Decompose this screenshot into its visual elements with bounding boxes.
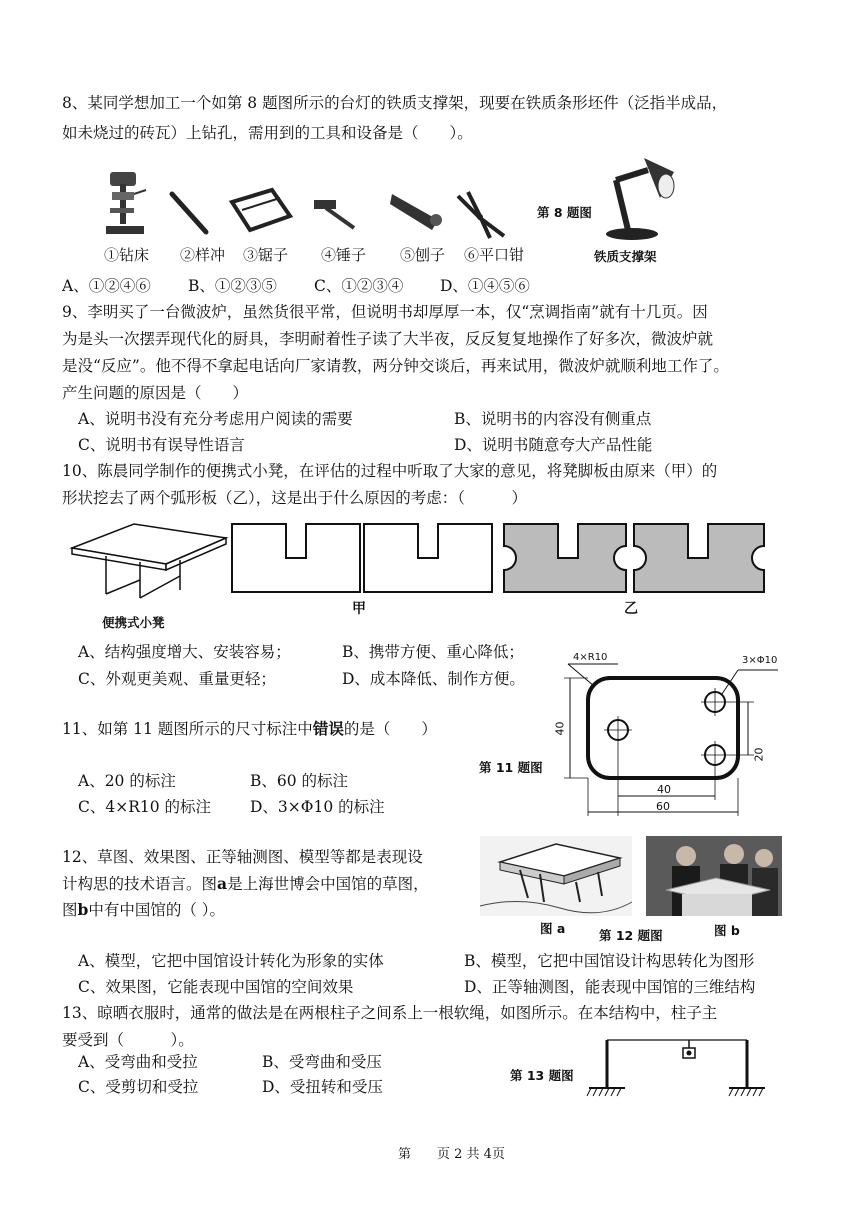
pliers-icon [452, 190, 508, 240]
q12-figure-caption: 第 12 题图 [599, 928, 663, 943]
tool-label-plane: ⑤刨子 [400, 246, 446, 264]
q9-option-c: C、说明书有误导性语言 [78, 436, 245, 454]
q13-option-c: C、受剪切和受拉 [78, 1078, 199, 1096]
q13-option-b: B、受弯曲和受压 [262, 1053, 382, 1071]
q8-stem-line1: 8、某同学想加工一个如第 8 题图所示的台灯的铁质支撑架，现要在铁质条形坯件（泛指半成品， [62, 94, 728, 112]
portable-stool-drawing [70, 520, 230, 600]
q11-option-a: A、20 的标注 [78, 772, 176, 790]
dim-width-40: 40 [657, 783, 671, 796]
q12-option-a: A、模型，它把中国馆设计转化为形象的实体 [78, 952, 384, 970]
board-yi-drawing [502, 522, 766, 594]
china-pavilion-model-photo [646, 836, 782, 916]
desk-lamp-icon [588, 150, 680, 242]
clothesline-diagram [585, 1036, 769, 1098]
page-footer: 第 页 2 共 4页 [398, 1147, 505, 1162]
q13-option-a: A、受弯曲和受拉 [78, 1053, 198, 1071]
q13-stem-line1: 13、晾晒衣服时，通常的做法是在两根柱子之间系上一根软绳，如图所示。在本结构中，柱子主 [62, 1004, 718, 1022]
q10-stem-line2: 形状挖去了两个弧形板（乙），这是出于什么原因的考虑：（ ） [62, 489, 528, 507]
punch-icon [168, 190, 210, 236]
china-pavilion-sketch [480, 836, 632, 916]
plane-icon [388, 186, 446, 234]
dim-vertical-20: 20 [752, 747, 766, 762]
q8-option-b: B、①②③⑤ [188, 277, 277, 295]
q11-option-d: D、3×Φ10 的标注 [250, 798, 385, 816]
q12-stem-line2: 计构思的技术语言。图a是上海世博会中国馆的草图， [62, 874, 429, 893]
q11-option-b: B、60 的标注 [250, 772, 349, 790]
tool-label-hammer: ④锤子 [321, 246, 367, 264]
tool-label-saw: ③锯子 [243, 246, 289, 264]
label-jia: 甲 [352, 601, 366, 617]
q12-option-d: D、正等轴测图，能表现中国馆的三维结构 [464, 978, 756, 996]
q11-stem: 11、如第 11 题图所示的尺寸标注中错误的是（ ） [62, 719, 437, 738]
q13-option-d: D、受扭转和受压 [262, 1078, 383, 1096]
lamp-caption: 铁质支撑架 [594, 249, 657, 264]
q8-option-a: A、①②④⑥ [62, 277, 151, 295]
q11-figure-caption: 第 11 题图 [479, 760, 543, 775]
stool-caption: 便携式小凳 [102, 615, 165, 630]
q8-figure-caption: 第 8 题图 [537, 205, 592, 220]
dim-height-40: 40 [553, 721, 567, 736]
q10-stem-line1: 10、陈晨同学制作的便携式小凳，在评估的过程中听取了大家的意见，将凳脚板由原来（甲）的 [62, 462, 718, 480]
tool-label-punch: ②样冲 [180, 246, 226, 264]
q10-option-b: B、携带方便、重心降低； [342, 643, 524, 661]
q9-option-b: B、说明书的内容没有侧重点 [454, 410, 652, 428]
dim-width-60: 60 [656, 800, 670, 813]
q9-stem-line3: 是没“反应”。他不得不拿起电话向厂家请教，两分钟交谈后，再来试用，微波炉就顺利地工作了。 [62, 357, 729, 375]
hammer-icon [312, 196, 358, 232]
dim-4xr10: 4×R10 [573, 652, 608, 663]
q12-option-b: B、模型，它把中国馆设计构思转化为图形 [464, 952, 755, 970]
q9-option-d: D、说明书随意夸大产品性能 [454, 436, 653, 454]
q13-figure-caption: 第 13 题图 [510, 1068, 574, 1083]
label-yi: 乙 [624, 601, 638, 617]
q12-stem-line1: 12、草图、效果图、正等轴测图、模型等都是表现设 [62, 848, 423, 866]
dim-3xphi10: 3×Φ10 [742, 655, 778, 666]
q11-option-c: C、4×R10 的标注 [78, 798, 212, 816]
q9-option-a: A、说明书没有充分考虑用户阅读的需要 [78, 410, 353, 428]
board-jia-drawing [230, 522, 502, 594]
q10-option-d: D、成本降低、制作方便。 [342, 670, 525, 688]
q9-stem-line4: 产生问题的原因是（ ） [62, 384, 249, 402]
fig-b-caption: 图 b [714, 923, 740, 938]
q8-option-c: C、①②③④ [314, 277, 404, 295]
saw-icon [228, 186, 294, 234]
q12-option-c: C、效果图，它能表现中国馆的空间效果 [78, 978, 354, 996]
q10-option-c: C、外观更美观、重量更轻； [78, 670, 276, 688]
fig-a-caption: 图 a [540, 921, 566, 936]
tool-label-drill: ①钻床 [104, 246, 150, 264]
q9-stem-line1: 9、李明买了一台微波炉，虽然货很平常，但说明书却厚厚一本，仅“烹调指南”就有十几页。因 [62, 303, 708, 321]
q12-stem-line3: 图b中有中国馆的（ ）。 [62, 900, 226, 919]
drill-press-icon [102, 170, 148, 236]
q13-stem-line2: 要受到（ ）。 [62, 1031, 194, 1049]
q8-option-d: D、①④⑤⑥ [440, 277, 530, 295]
q10-option-a: A、结构强度增大、安装容易； [78, 643, 291, 661]
q8-stem-line2: 如未烧过的砖瓦）上钻孔，需用到的工具和设备是（ ）。 [62, 124, 473, 142]
q9-stem-line2: 为是头一次摆弄现代化的厨具，李明耐着性子读了大半夜，反反复复地操作了好多次，微波炉就 [62, 330, 714, 348]
tool-label-pliers: ⑥平口钳 [464, 246, 525, 264]
